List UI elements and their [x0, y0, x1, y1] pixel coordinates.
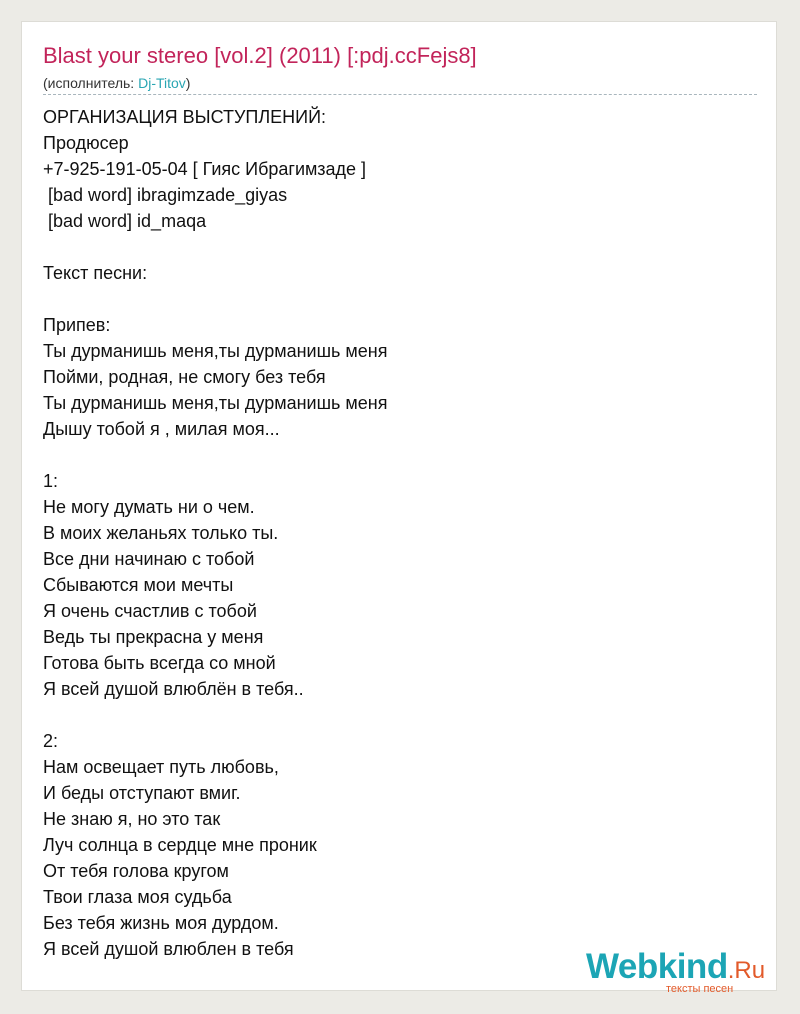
- logo-tagline: тексты песен: [666, 983, 734, 995]
- webkind-logo: [582, 947, 782, 999]
- artist-prefix: (исполнитель:: [43, 75, 139, 91]
- dashed-divider: [43, 94, 757, 95]
- artist-suffix: ): [185, 75, 191, 91]
- lyrics-text: ОРГАНИЗАЦИЯ ВЫСТУПЛЕНИЙ: Продюсер +7-925-191-05-04 [ Гияс Ибрагимзаде ] [bad word] ibragimzade_giyas [bad word] id_maqa Текст песни: Припев: Ты дурманишь меня,ты дурманишь меня Пойми, родная, не смогу без тебя Ты дурманишь меня,ты дурманишь меня Дышу тобой я , милая моя... 1: Не могу думать ни о чем. В моих желаньях только ты. Все дни начинаю с тобой Сбываются мои мечты Я очень счастлив с тобой Ведь ты прекрасна у меня Готова быть всегда со мной Я всей душой влюблён в тебя.. 2: Нам освещает путь любовь, И беды отступают вмиг. Не знаю я, но это так Луч солнца в сердце мне проник От тебя голова кругом Твои глаза моя судьба Без тебя жизнь моя дурдом. Я всей душой влюблен в тебя: [43, 107, 388, 959]
- logo-tld: .Ru: [727, 957, 766, 984]
- song-title: Blast your stereo [vol.2] (2011) [:pdj.ccFejs8]: [43, 43, 477, 68]
- artist-link[interactable]: Dj-Titov: [138, 75, 186, 91]
- lyrics-card: [21, 21, 777, 995]
- logo-brand: Webkind: [586, 947, 728, 986]
- artist-byline: [43, 74, 190, 92]
